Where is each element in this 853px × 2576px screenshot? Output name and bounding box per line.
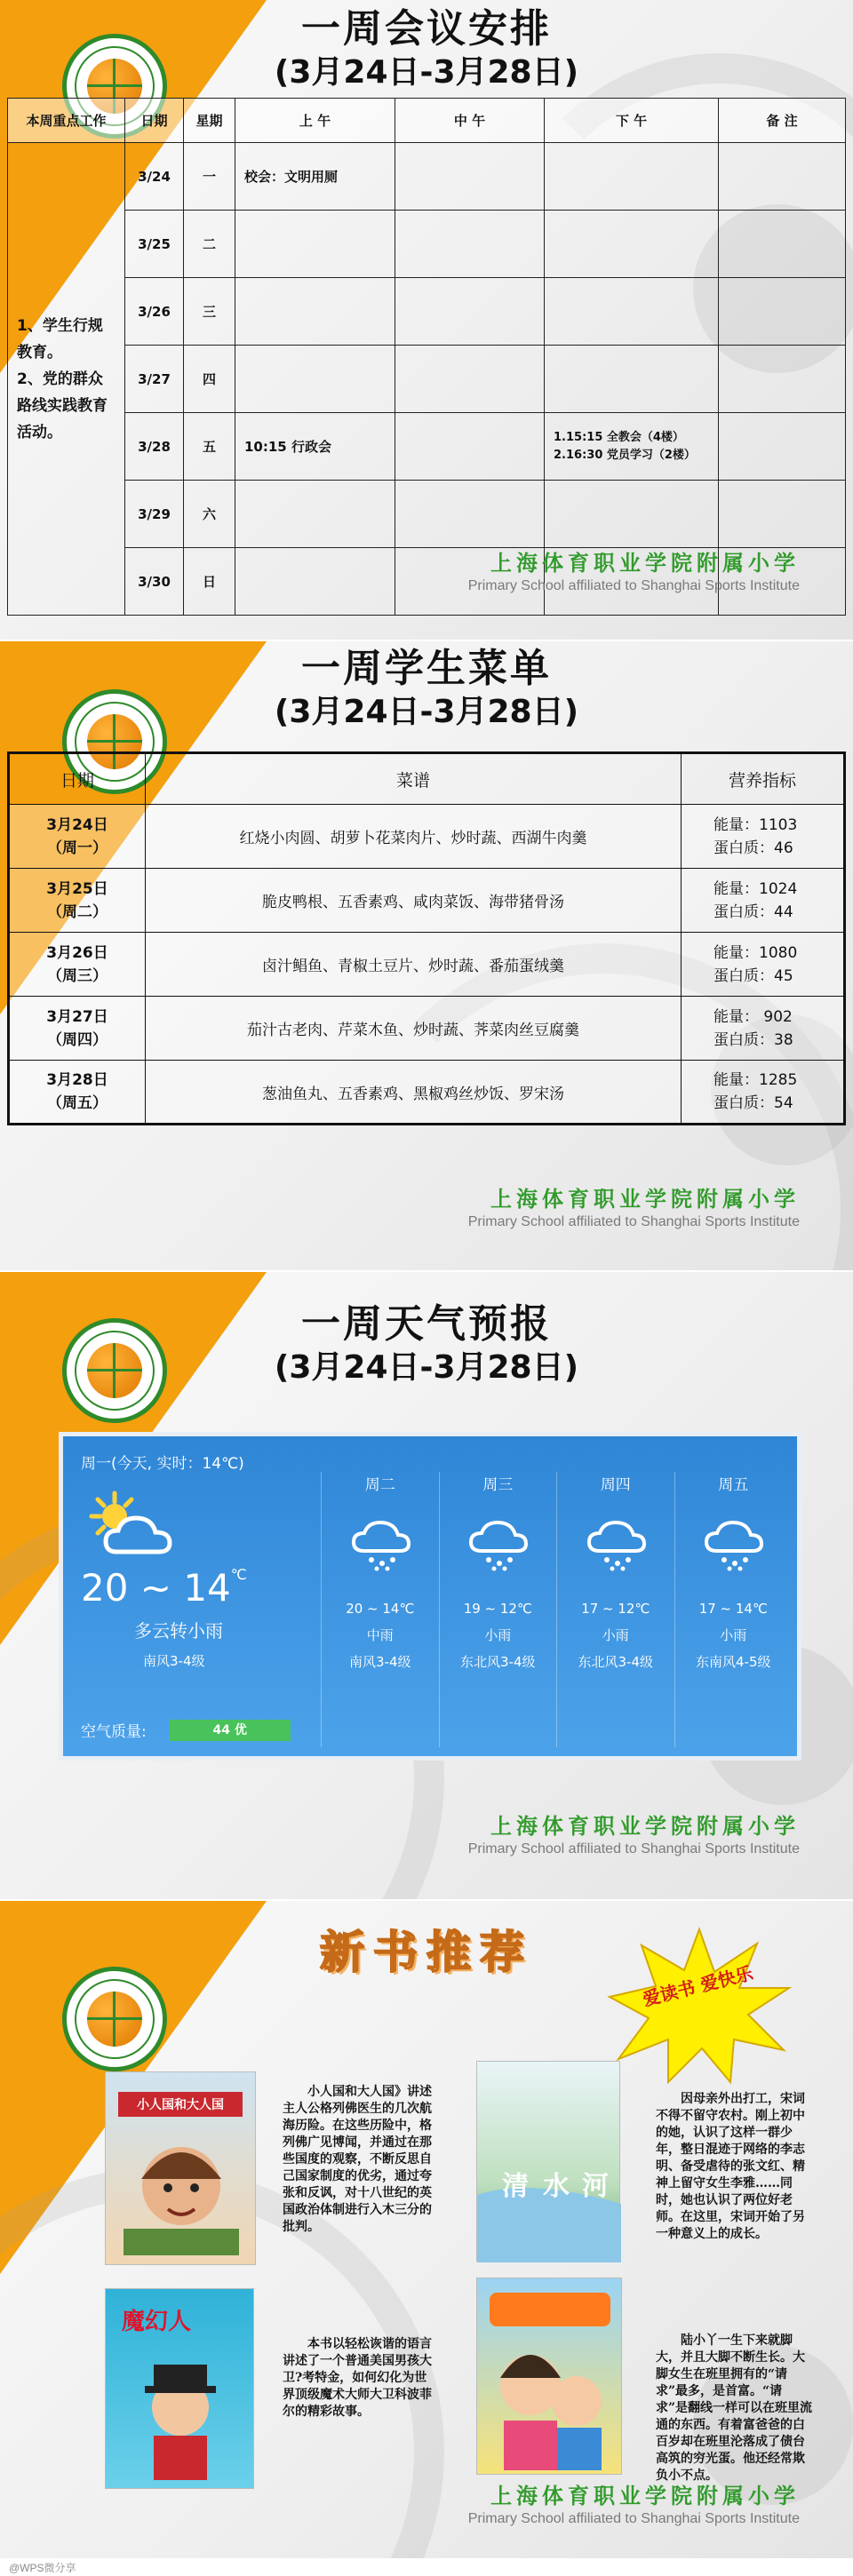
rain-cloud-icon <box>557 1508 674 1579</box>
weather-today-header: 周一(今天, 实时：14℃) <box>81 1455 244 1473</box>
meeting-am <box>235 211 395 278</box>
meeting-pm <box>545 211 719 278</box>
menu-protein: 蛋白质：38 <box>713 1030 793 1049</box>
meeting-date: 3/28 <box>125 413 184 481</box>
meeting-weekday: 四 <box>184 346 235 413</box>
header-noon: 中 午 <box>395 99 545 143</box>
meeting-pm <box>545 346 719 413</box>
menu-row <box>9 1061 845 1125</box>
menu-date: 3月25日 <box>46 879 108 898</box>
meeting-note <box>719 278 846 346</box>
book-cover-title-1: 小人国和大人国 <box>118 2092 243 2117</box>
starburst-text: 爱读书 爱快乐 <box>640 1961 755 2010</box>
book-text-2: 因母亲外出打工，宋词不得不留守农村。刚上初中的她，认识了这样一群少年，整日混迹于网络的李志明、备受虐待的张文红、精神上留守女生李雅……同时，她也认识了两位好老师。在这里，宋词开始了另一种意义上的成长。 <box>656 2092 805 2241</box>
header-focus: 本周重点工作 <box>8 99 125 143</box>
meeting-am <box>235 346 395 413</box>
meeting-date: 3/24 <box>125 143 184 211</box>
menu-table <box>7 751 846 1125</box>
meetings-subtitle: (3月24日-3月28日) <box>274 54 579 91</box>
meeting-noon <box>395 143 545 211</box>
menu-weekday: （周一） <box>47 839 108 857</box>
meetings-title-block <box>0 5 853 92</box>
meeting-pm-item: 2.16:30 党员学习（2楼） <box>554 448 696 462</box>
menu-date-cell <box>9 933 146 997</box>
header-note: 备 注 <box>719 99 846 143</box>
river-illustration <box>477 2062 621 2262</box>
air-quality-badge: 44 优 <box>170 1720 291 1741</box>
menu-dishes: 红烧小肉圆、胡萝卜花菜肉片、炒时蔬、西湖牛肉羹 <box>146 805 682 869</box>
menu-protein: 蛋白质：44 <box>713 902 793 921</box>
meeting-note <box>719 143 846 211</box>
menu-nutrition-cell <box>682 1061 845 1125</box>
menu-date-cell <box>9 805 146 869</box>
menu-date: 3月28日 <box>46 1071 108 1089</box>
meeting-row <box>8 143 846 211</box>
menu-row <box>9 997 845 1061</box>
weather-subtitle: (3月24日-3月28日) <box>274 1349 579 1386</box>
forecast-day <box>674 1472 793 1747</box>
school-logo <box>62 1967 167 2071</box>
meeting-pm-item: 1.15:15 全教会（4楼） <box>554 430 684 444</box>
menu-dishes: 茄汁古老肉、芹菜木鱼、炒时蔬、荠菜肉丝豆腐羹 <box>146 997 682 1061</box>
menu-nutrition-cell <box>682 997 845 1061</box>
menu-title: 一周学生菜单 <box>301 646 552 691</box>
book-cover-4 <box>476 2278 622 2475</box>
books-title: 新书推荐 <box>320 1926 533 1978</box>
forecast-day <box>321 1472 439 1747</box>
forecast-temp: 17 ~ 12℃ <box>581 1601 650 1617</box>
meetings-title: 一周会议安排 <box>301 6 552 52</box>
menu-header-row <box>9 753 845 805</box>
meeting-am <box>235 278 395 346</box>
school-name-en: Primary School affiliated to Shanghai Sports Institute <box>467 2511 800 2526</box>
meeting-weekday: 三 <box>184 278 235 346</box>
menu-header-date: 日期 <box>9 753 146 805</box>
menu-dishes: 脆皮鸭根、五香素鸡、咸肉菜饭、海带猪骨汤 <box>146 869 682 933</box>
menu-protein: 蛋白质：46 <box>713 839 793 857</box>
school-brand-4 <box>468 2478 800 2527</box>
weather-today <box>81 1490 321 1741</box>
school-name-en: Primary School affiliated to Shanghai Sports Institute <box>467 578 800 593</box>
meeting-date: 3/25 <box>125 211 184 278</box>
forecast-cond: 小雨 <box>602 1627 629 1643</box>
meeting-weekday: 日 <box>184 548 235 616</box>
meeting-date: 3/29 <box>125 481 184 548</box>
book-text-3: 本书以轻松诙谐的语言讲述了一个普通美国男孩大卫?考特金，如何幻化为世界顶级魔术大师大卫科波菲尔的精彩故事。 <box>283 2337 432 2419</box>
meeting-am: 校会：文明用厕 <box>235 143 395 211</box>
menu-header-dishes: 菜谱 <box>146 753 682 805</box>
menu-date: 3月26日 <box>46 943 108 962</box>
today-temp-range: 20 ~ 14 <box>81 1566 231 1610</box>
slide-meetings <box>0 0 853 640</box>
forecast-temp: 19 ~ 12℃ <box>463 1601 532 1617</box>
weather-widget <box>59 1432 801 1761</box>
menu-protein: 蛋白质：45 <box>713 966 793 985</box>
school-name-en: Primary School affiliated to Shanghai Sports Institute <box>467 1841 800 1856</box>
forecast-temp: 20 ~ 14℃ <box>346 1601 415 1617</box>
weather-forecast-days <box>321 1472 792 1747</box>
meetings-header-row <box>8 99 846 143</box>
menu-date-cell <box>9 869 146 933</box>
forecast-cond: 小雨 <box>484 1627 512 1643</box>
menu-energy: 能量：1024 <box>713 879 798 898</box>
meeting-noon <box>395 278 545 346</box>
menu-subtitle: (3月24日-3月28日) <box>274 694 579 730</box>
school-name-cn: 上海体育职业学院附属小学 <box>490 550 800 576</box>
meeting-row <box>8 211 846 278</box>
header-date: 日期 <box>125 99 184 143</box>
forecast-day <box>439 1472 557 1747</box>
menu-date-cell <box>9 1061 146 1125</box>
today-condition: 多云转小雨 <box>134 1620 223 1642</box>
school-name-cn: 上海体育职业学院附属小学 <box>490 1186 800 1212</box>
forecast-day <box>556 1472 674 1747</box>
meeting-row <box>8 413 846 481</box>
forecast-day-name: 周三 <box>482 1476 514 1494</box>
menu-date: 3月27日 <box>46 1007 108 1026</box>
menu-header-nutrition: 营养指标 <box>682 753 845 805</box>
book-cover-1 <box>105 2071 256 2265</box>
school-name-cn: 上海体育职业学院附属小学 <box>490 2483 800 2508</box>
air-quality <box>81 1719 291 1741</box>
school-brand-2 <box>468 1181 800 1230</box>
menu-nutrition-cell <box>682 869 845 933</box>
meeting-pm <box>545 143 719 211</box>
meeting-noon <box>395 413 545 481</box>
header-am: 上 午 <box>235 99 395 143</box>
book-text-4: 陆小丫一生下来就脚大，并且大脚不断生长。大脚女生在班里拥有的“请求”最多，是首富。“请求”是翻线一样可以在班里流通的东西。有着富爸爸的白百岁却在班里沦落成了债台高筑的穷光蛋。他还经常欺负小不点。 <box>656 2334 813 2483</box>
slide-menu <box>0 641 853 1270</box>
book-text-1: 小人国和大人国》讲述主人公格列佛医生的几次航海历险。在这些历险中，格列佛广见博闻，并通过在那些国度的观察，不断反思自己国家制度的优劣，通过夸张和反讽，对十八世纪的英国政治体制进行入木三分的批判。 <box>283 2085 432 2234</box>
svg-text:河: 河 <box>582 2171 609 2202</box>
book-cover-3 <box>105 2288 254 2489</box>
focus-item: 2、党的群众路线实践教育活动。 <box>17 370 108 441</box>
menu-energy: 能量：1080 <box>713 943 798 962</box>
today-temperature <box>81 1566 321 1610</box>
forecast-day-name: 周五 <box>718 1476 749 1494</box>
meeting-weekday: 五 <box>184 413 235 481</box>
meetings-table <box>7 98 846 616</box>
meeting-weekday: 一 <box>184 143 235 211</box>
menu-weekday: （周二） <box>47 902 108 921</box>
focus-item: 1、学生行规教育。 <box>17 316 103 362</box>
svg-text:清: 清 <box>502 2171 529 2202</box>
focus-work-cell <box>8 143 125 616</box>
footer-credit: @WPS微分享 <box>9 2562 76 2574</box>
meeting-pm <box>545 413 719 481</box>
magician-illustration <box>106 2336 255 2487</box>
school-brand-3 <box>468 1809 800 1857</box>
slide-books <box>0 1901 853 2558</box>
school-name-en: Primary School affiliated to Shanghai Sports Institute <box>467 1214 800 1229</box>
forecast-wind: 东北风3-4级 <box>578 1654 653 1670</box>
rain-cloud-icon <box>675 1508 793 1579</box>
meeting-row <box>8 278 846 346</box>
meeting-note <box>719 413 846 481</box>
school-name-cn: 上海体育职业学院附属小学 <box>490 1813 800 1839</box>
menu-energy: 能量： 902 <box>713 1007 793 1026</box>
forecast-wind: 东南风4-5级 <box>696 1654 771 1670</box>
rain-cloud-icon <box>322 1508 439 1579</box>
meeting-note <box>719 481 846 548</box>
menu-weekday: （周三） <box>47 966 108 985</box>
menu-dishes: 葱油鱼丸、五香素鸡、黑椒鸡丝炒饭、罗宋汤 <box>146 1061 682 1125</box>
svg-text:水: 水 <box>543 2171 570 2202</box>
menu-weekday: （周五） <box>47 1094 108 1112</box>
footer-bar <box>0 2558 853 2576</box>
meeting-weekday: 六 <box>184 481 235 548</box>
meeting-pm <box>545 278 719 346</box>
meeting-am: 10:15 行政会 <box>235 413 395 481</box>
meeting-note <box>719 346 846 413</box>
meeting-note <box>719 211 846 278</box>
air-quality-label: 空气质量: <box>81 1723 147 1741</box>
book-cover-title-3: 魔幻人 <box>122 2309 192 2335</box>
menu-protein: 蛋白质：54 <box>713 1094 793 1112</box>
meeting-row <box>8 481 846 548</box>
kids-illustration <box>477 2278 623 2476</box>
slide-weather <box>0 1272 853 1899</box>
menu-date: 3月24日 <box>46 815 108 834</box>
menu-energy: 能量：1103 <box>713 815 798 834</box>
meeting-am <box>235 481 395 548</box>
menu-nutrition-cell <box>682 805 845 869</box>
menu-row <box>9 869 845 933</box>
forecast-cond: 中雨 <box>366 1627 394 1643</box>
rain-cloud-icon <box>440 1508 557 1579</box>
meeting-noon <box>395 346 545 413</box>
menu-dishes: 卤汁鲳鱼、青椒土豆片、炒时蔬、番茄蛋绒羹 <box>146 933 682 997</box>
weather-title: 一周天气预报 <box>301 1301 552 1347</box>
forecast-wind: 南风3-4级 <box>349 1654 411 1670</box>
weather-title-block <box>0 1300 853 1387</box>
meeting-row <box>8 346 846 413</box>
menu-nutrition-cell <box>682 933 845 997</box>
menu-row <box>9 805 845 869</box>
menu-energy: 能量：1285 <box>713 1071 798 1089</box>
menu-title-block <box>0 645 853 732</box>
cloud-sun-icon <box>81 1490 187 1559</box>
giant-illustration <box>106 2117 257 2259</box>
book-cover-2 <box>476 2061 620 2262</box>
meeting-noon <box>395 211 545 278</box>
menu-weekday: （周四） <box>47 1030 108 1049</box>
header-pm: 下 午 <box>545 99 719 143</box>
forecast-wind: 东北风3-4级 <box>460 1654 536 1670</box>
meeting-pm <box>545 481 719 548</box>
header-weekday: 星期 <box>184 99 235 143</box>
forecast-day-name: 周二 <box>364 1476 395 1494</box>
meeting-weekday: 二 <box>184 211 235 278</box>
temp-unit: ℃ <box>230 1566 247 1583</box>
menu-row <box>9 933 845 997</box>
meeting-noon <box>395 481 545 548</box>
meeting-date: 3/26 <box>125 278 184 346</box>
forecast-cond: 小雨 <box>720 1627 747 1643</box>
meeting-date: 3/30 <box>125 548 184 616</box>
meeting-date: 3/27 <box>125 346 184 413</box>
menu-date-cell <box>9 997 146 1061</box>
forecast-temp: 17 ~ 14℃ <box>698 1601 768 1617</box>
school-brand-1 <box>468 545 800 594</box>
forecast-day-name: 周四 <box>600 1476 631 1494</box>
today-wind: 南风3-4级 <box>143 1653 205 1669</box>
meeting-am <box>235 548 395 616</box>
